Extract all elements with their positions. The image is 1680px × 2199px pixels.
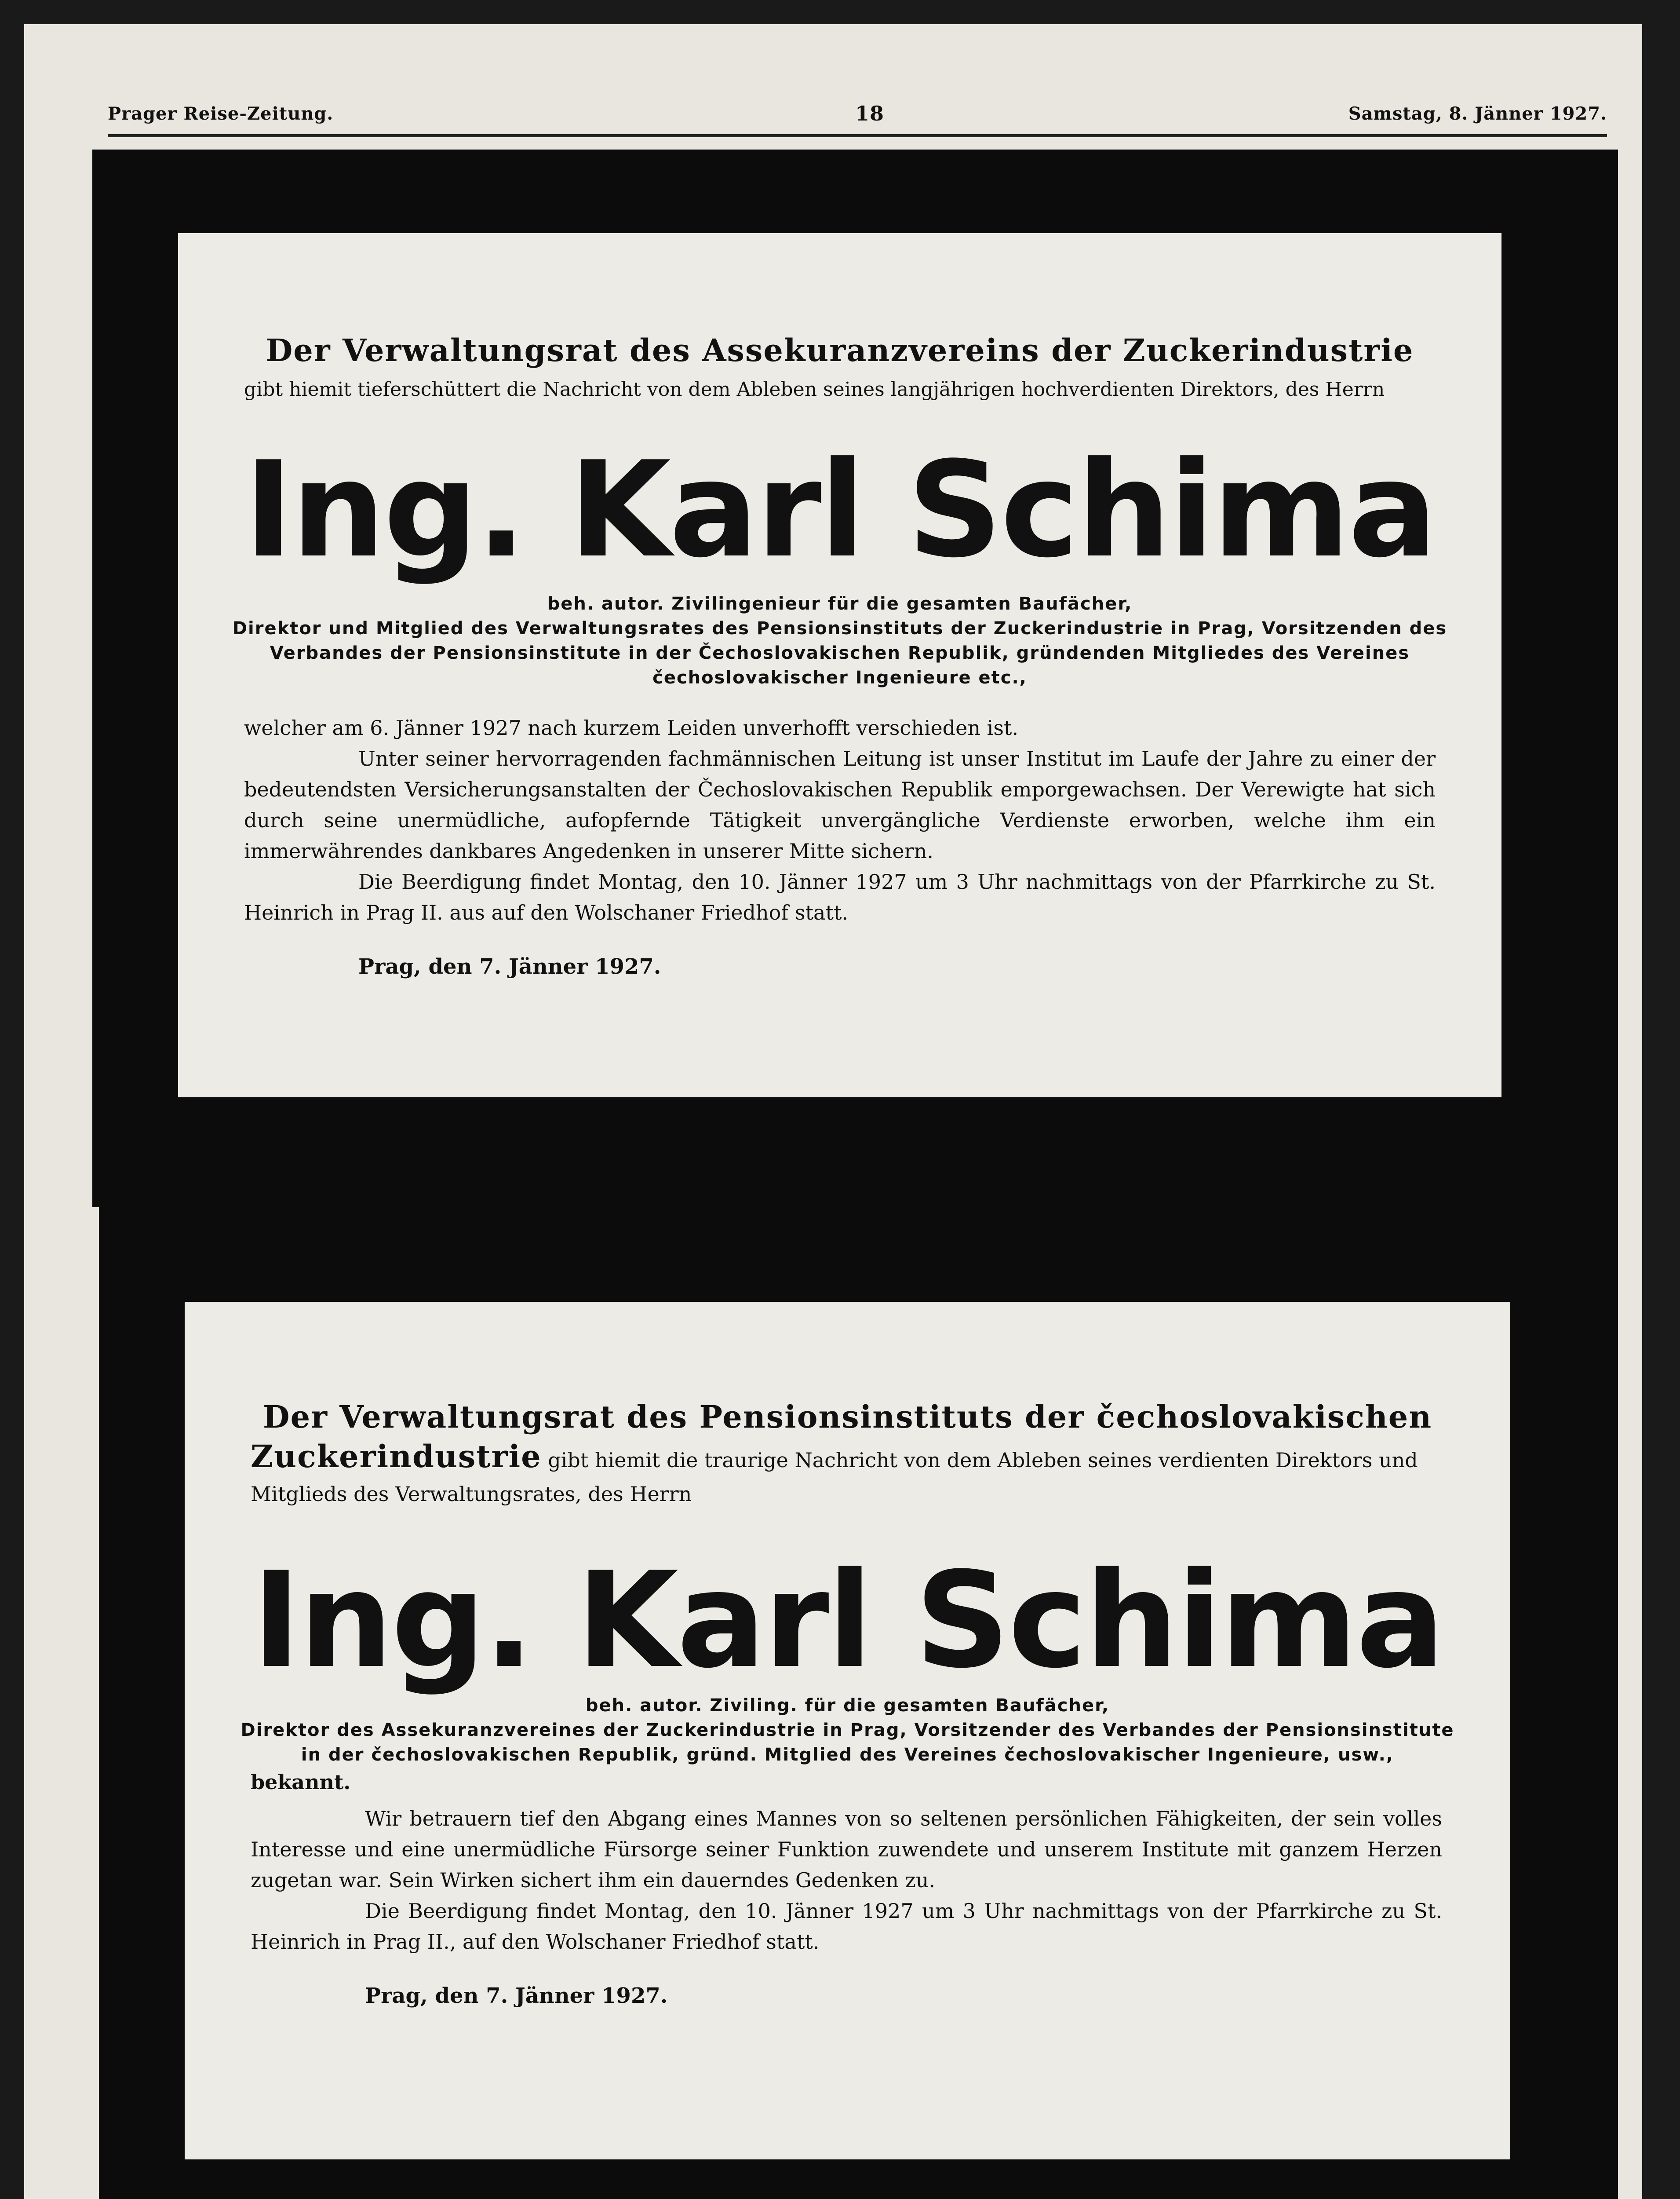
notice-1-name: Ing. Karl Schima xyxy=(244,433,1436,587)
notice-1-heading: Der Verwaltungsrat des Assekuranzvereins der Zuckerindustrie xyxy=(266,332,1414,369)
notice-2-intro-line-1 xyxy=(251,1438,1418,1475)
newspaper-title: Prager Reise-Zeitung. xyxy=(108,103,334,124)
notice-2-intro-line-2: Mitglieds des Verwaltungsrates, des Herrn xyxy=(251,1482,692,1506)
notice-2-known: bekannt. xyxy=(251,1770,351,1794)
notice-1-title-line: beh. autor. Zivilingenieur für die gesamten Baufächer, xyxy=(547,594,1133,614)
newspaper-page xyxy=(24,24,1642,2199)
notice-2-titles xyxy=(185,1693,1510,1767)
notice-1-date: Prag, den 7. Jänner 1927. xyxy=(358,954,661,979)
notice-1-title-line: čechoslovakischer Ingenieure etc., xyxy=(652,668,1027,688)
notice-2-heading: Der Verwaltungsrat des Pensionsinstituts der čechoslovakischen xyxy=(262,1399,1432,1435)
notice-2-title-line: in der čechoslovakischen Republik, gründ. Mitglied des Vereines čechoslovakischer Ingenieure, usw., xyxy=(301,1745,1394,1765)
obituary-notice-2-body xyxy=(185,1302,1510,2159)
obituary-notice-1-body xyxy=(178,233,1501,1097)
notice-1-title-line: Verbandes der Pensionsinstitute in der Čechoslovakischen Republik, gründenden Mitgliedes des Vereines xyxy=(270,643,1410,663)
notice-2-name: Ing. Karl Schima xyxy=(251,1544,1443,1697)
page-number: 18 xyxy=(855,102,885,125)
notice-1-paragraph: Die Beerdigung findet Montag, den 10. Jänner 1927 um 3 Uhr nachmittags von der Pfarrkirche zu St. Heinrich in Prag II. aus auf den Wolschaner Friedhof statt. xyxy=(244,870,1436,924)
notice-2-heading-continued: Zuckerindustrie xyxy=(251,1438,542,1475)
notice-1-paragraph: Unter seiner hervorragenden fachmännischen Leitung ist unser Institut im Laufe der Jahre zu einer der bedeutendsten Versicherungsanstalten der Čechoslovakischen Republik emporgewachsen. Der Verewigte hat sich durch seine unermüdliche, aufopfernde Tätigkeit unvergängliche Verdienste erworben, welche ihm ein immerwährendes dankbares Angedenken in unserer Mitte sichern. xyxy=(244,747,1436,863)
notice-1-titles xyxy=(178,592,1501,690)
obituary-notice-1 xyxy=(92,150,1618,1207)
notice-2-title-line: Direktor des Assekuranzvereines der Zuckerindustrie in Prag, Vorsitzender des Verbandes der Pensionsinstitute xyxy=(241,1720,1454,1740)
obituary-notice-2 xyxy=(99,1196,1618,2199)
notice-1-title-line: Direktor und Mitglied des Verwaltungsrates des Pensionsinstituts der Zuckerindustrie in Prag, Vorsitzenden des xyxy=(232,618,1447,639)
issue-date: Samstag, 8. Jänner 1927. xyxy=(1348,103,1607,124)
notice-1-text xyxy=(244,712,1436,928)
notice-1-paragraph: welcher am 6. Jänner 1927 nach kurzem Leiden unverhofft verschieden ist. xyxy=(244,716,1019,740)
notice-2-date: Prag, den 7. Jänner 1927. xyxy=(365,1983,668,2008)
notice-2-intro-text: gibt hiemit die traurige Nachricht von dem Ableben seines verdienten Direktors und xyxy=(548,1448,1418,1472)
page-header xyxy=(108,99,1607,137)
notice-2-title-line: beh. autor. Ziviling. für die gesamten Baufächer, xyxy=(585,1695,1110,1716)
notice-1-intro: gibt hiemit tieferschüttert die Nachricht von dem Ableben seines langjährigen hochverdienten Direktors, des Herrn xyxy=(244,378,1385,401)
notice-2-paragraph: Wir betrauern tief den Abgang eines Mannes von so seltenen persönlichen Fähigkeiten, der sein volles Interesse und eine unermüdliche Fürsorge seiner Funktion zuwendete und unserem Institute mit ganzem Herzen zugetan war. Sein Wirken sichert ihm ein dauerndes Gedenken zu. xyxy=(251,1807,1442,1892)
notice-2-text xyxy=(251,1803,1442,1957)
notice-2-paragraph: Die Beerdigung findet Montag, den 10. Jänner 1927 um 3 Uhr nachmittags von der Pfarrkirche zu St. Heinrich in Prag II., auf den Wolschaner Friedhof statt. xyxy=(251,1899,1442,1954)
